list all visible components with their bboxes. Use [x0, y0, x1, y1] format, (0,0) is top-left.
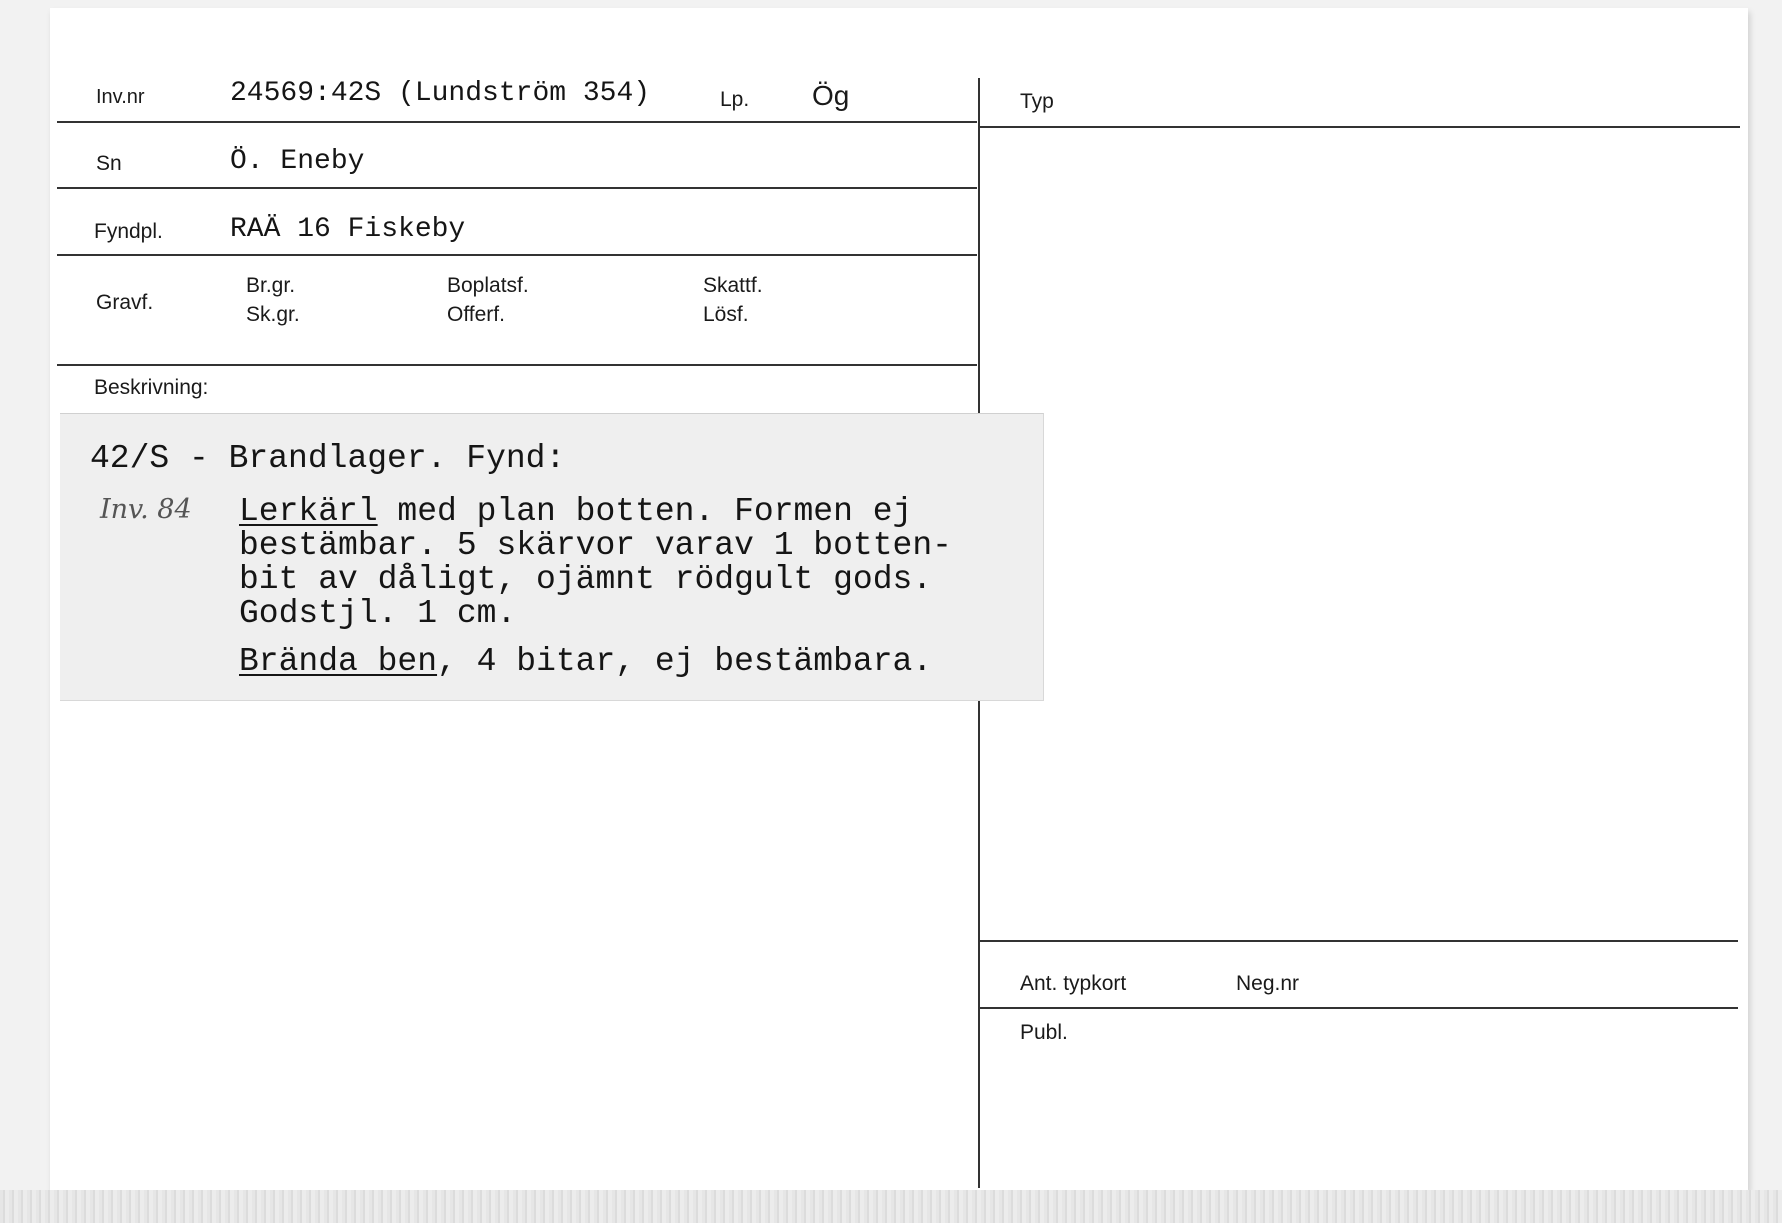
inv-nr-label: Inv.nr: [96, 86, 145, 108]
fyndpl-value: RAÄ 16 Fiskeby: [230, 214, 466, 245]
scan-edge: [0, 1190, 1782, 1223]
beskrivning-label: Beskrivning:: [94, 376, 209, 399]
skattf-label: Skattf.: [703, 274, 763, 297]
inv-nr-value: 24569:42S (Lundström 354): [230, 78, 651, 109]
rule-inv: [57, 121, 977, 123]
lp-value: Ög: [812, 80, 850, 111]
neg-nr-label: Neg.nr: [1236, 972, 1300, 995]
publ-label: Publ.: [1020, 1021, 1068, 1044]
rule-sn: [57, 187, 977, 189]
term-branda-ben: Brända ben: [239, 643, 438, 680]
rule-gravf: [57, 364, 977, 366]
lp-label: Lp.: [720, 88, 750, 111]
term-lerkarl: Lerkärl: [239, 493, 378, 530]
description-line-3: bit av dåligt, ojämnt rödgult gods.: [239, 561, 933, 598]
line-1-rest: med plan botten. Formen ej: [377, 493, 913, 530]
description-line-2: [239, 527, 952, 564]
fyndpl-label: Fyndpl.: [94, 220, 163, 243]
offerf-label: Offerf.: [447, 303, 505, 326]
losf-label: Lösf.: [703, 303, 749, 326]
description-line-5: [239, 643, 932, 680]
term-bestambar: bestämbar: [239, 527, 418, 564]
handwritten-inv-note: Inv. 84: [100, 494, 192, 525]
rule-typ: [980, 126, 1740, 128]
br-gr-label: Br.gr.: [246, 274, 296, 297]
rule-ant-bottom: [980, 1007, 1738, 1009]
boplatsf-label: Boplatsf.: [447, 274, 529, 297]
sn-value: Ö. Eneby: [230, 146, 365, 177]
line-2-rest: . 5 skärvor varav 1 botten-: [417, 527, 952, 564]
rule-ant-top: [980, 940, 1738, 942]
rule-fyndpl: [57, 254, 977, 256]
typ-label: Typ: [1020, 90, 1054, 113]
description-line-1: [239, 493, 912, 530]
sn-label: Sn: [96, 152, 122, 175]
sk-gr-label: Sk.gr.: [246, 303, 300, 326]
line-5-rest: , 4 bitar, ej bestämbara.: [437, 643, 933, 680]
description-line-4: Godstjl. 1 cm.: [239, 595, 517, 632]
gravf-label: Gravf.: [96, 291, 154, 314]
description-heading: 42/S - Brandlager. Fynd:: [90, 440, 566, 477]
ant-typkort-label: Ant. typkort: [1020, 972, 1127, 995]
